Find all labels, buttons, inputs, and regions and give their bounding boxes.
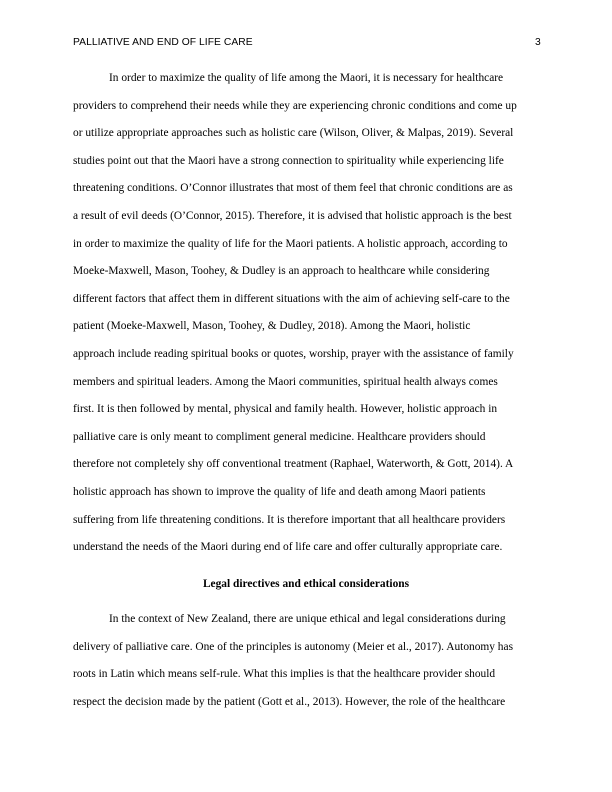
text-line: respect the decision made by the patient (Gott et al., 2013). However, the role of the healthcare <box>73 695 506 708</box>
text-line: a result of evil deeds (O’Connor, 2015). Therefore, it is advised that holistic approach is the best <box>73 210 512 222</box>
text-line: suffering from life threatening conditions. It is therefore important that all healthcare providers <box>73 513 506 526</box>
text-line: studies point out that the Maori have a strong connection to spirituality while experiencing life <box>73 154 504 167</box>
text-line: holistic approach has shown to improve the quality of life and death among Maori patients <box>73 486 486 498</box>
text-line: threatening conditions. O’Connor illustrates that most of them feel that chronic conditions are as <box>73 182 513 195</box>
text-line: In order to maximize the quality of life among the Maori, it is necessary for healthcare <box>109 72 504 84</box>
text-line: understand the needs of the Maori during end of life care and offer culturally appropriate care. <box>73 541 503 554</box>
text-line: roots in Latin which means self-rule. What this implies is that the healthcare provider should <box>73 668 496 681</box>
text-line: providers to comprehend their needs while they are experiencing chronic conditions and come up <box>73 99 517 112</box>
running-head: PALLIATIVE AND END OF LIFE CARE <box>73 37 253 48</box>
text-line: approach include reading spiritual books or quotes, worship, prayer with the assistance of family <box>73 348 514 360</box>
text-line: Moeke-Maxwell, Mason, Toohey, & Dudley is an approach to healthcare while considering <box>73 265 490 278</box>
text-line: first. It is then followed by mental, physical and family health. However, holistic approach in <box>73 403 498 416</box>
text-line: or utilize appropriate approaches such as holistic care (Wilson, Oliver, & Malpas, 2019). Several <box>73 127 514 140</box>
text-line: in order to maximize the quality of life for the Maori patients. A holistic approach, according to <box>73 237 508 250</box>
text-line: therefore not completely shy off conventional treatment (Raphael, Waterworth, & Gott, 2014). A <box>73 458 514 471</box>
text-line: members and spiritual leaders. Among the Maori communities, spiritual health always comes <box>73 375 498 388</box>
section-heading: Legal directives and ethical considerations <box>202 578 410 590</box>
text-line: patient (Moeke-Maxwell, Mason, Toohey, & Dudley, 2018). Among the Maori, holistic <box>73 320 471 333</box>
text-line: different factors that affect them in different situations with the aim of achieving self-care to the <box>73 292 510 305</box>
text-line: delivery of palliative care. One of the principles is autonomy (Meier et al., 2017). Autonomy has <box>73 640 513 653</box>
page-number: 3 <box>535 37 541 48</box>
text-line: In the context of New Zealand, there are unique ethical and legal considerations during <box>109 613 506 625</box>
text-line: palliative care is only meant to compliment general medicine. Healthcare providers should <box>73 430 486 443</box>
